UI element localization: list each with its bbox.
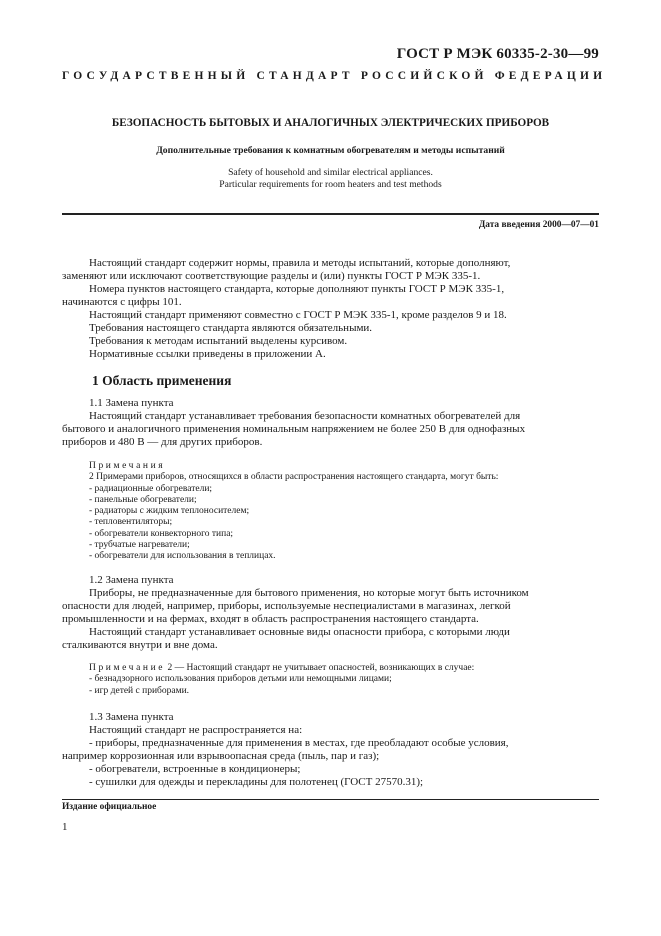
note-block-1 (89, 461, 599, 563)
clause-1-2 (62, 574, 599, 652)
introduction-date: Дата введения 2000—07—01 (478, 220, 599, 230)
clause-1-2-line5: сталкиваются внутри и вне дома. (62, 639, 218, 651)
note-1-item: - радиационные обогреватели; (89, 483, 213, 494)
clause-1-1 (62, 397, 599, 449)
intro-p6: Нормативные ссылки приведены в приложении А. (89, 348, 326, 360)
clause-1-3-line5: - сушилки для одежды и перекладины для полотенец (ГОСТ 27570.31); (89, 776, 424, 788)
note-block-2 (89, 663, 599, 697)
clause-1-3-line2: - приборы, предназначенные для применения в местах, где преобладают особые условия, (89, 737, 509, 749)
clause-1-1-line1: Настоящий стандарт устанавливает требования безопасности комнатных обогревателей для (89, 410, 521, 422)
intro-p3: Настоящий стандарт применяют совместно с ГОСТ Р МЭК 335-1, кроме разделов 9 и 18. (89, 309, 507, 321)
note-1-item: - радиаторы с жидким теплоносителем; (89, 506, 250, 517)
note-1-item: - панельные обогреватели; (89, 494, 197, 505)
clause-1-2-line3: промышленности и на фермах, входят в область распространения настоящего стандарта. (62, 613, 479, 625)
header-rule (62, 213, 599, 215)
note-2-label: Примечание (89, 663, 166, 673)
state-standard-line: ГОСУДАРСТВЕННЫЙ СТАНДАРТ РОССИЙСКОЙ ФЕДЕРАЦИИ (62, 70, 607, 82)
intro-p5: Требования к методам испытаний выделены курсивом. (89, 335, 348, 347)
note-2-item: - безнадзорного использования приборов детьми или немощными лицами; (89, 674, 392, 685)
clause-1-3 (62, 711, 599, 789)
page-number: 1 (62, 821, 68, 833)
intro-p2-line1: Номера пунктов настоящего стандарта, которые дополняют пункты ГОСТ Р МЭК 335-1, (89, 283, 505, 295)
intro-p2-line2: начинаются с цифры 101. (62, 296, 182, 308)
document-title: БЕЗОПАСНОСТЬ БЫТОВЫХ И АНАЛОГИЧНЫХ ЭЛЕКТРИЧЕСКИХ ПРИБОРОВ (111, 117, 550, 129)
note-2-text: 2 — Настоящий стандарт не учитывает опасностей, возникающих в случае: (165, 663, 475, 673)
clause-1-3-heading: 1.3 Замена пункта (89, 711, 174, 723)
english-title-line-2: Particular requirements for room heaters and test methods (219, 178, 442, 190)
note-1-label: Примечания (89, 461, 166, 471)
clause-1-1-heading: 1.1 Замена пункта (89, 397, 174, 409)
clause-1-3-line3: например коррозионная или взрывоопасная среда (пыль, пар и газ); (62, 750, 380, 762)
note-1-intro: 2 Примерами приборов, относящихся в области распространения настоящего стандарта, могут быть: (89, 472, 499, 483)
note-1-item: - трубчатые нагреватели; (89, 540, 190, 551)
document-code: ГОСТ Р МЭК 60335-2-30—99 (396, 46, 599, 62)
intro-p4: Требования настоящего стандарта являются обязательными. (89, 322, 373, 334)
section-1-title: 1 Область применения (92, 373, 232, 388)
english-title (62, 167, 599, 190)
note-2-item: - игр детей с приборами. (89, 685, 190, 696)
clause-1-3-line4: - обогреватели, встроенные в кондиционеры; (89, 763, 301, 775)
note-1-item: - обогреватели для использования в теплицах. (89, 551, 276, 562)
footer-rule (62, 799, 599, 800)
clause-1-2-line1: Приборы, не предназначенные для бытового применения, но которые могут быть источником (89, 587, 529, 599)
official-edition-label: Издание официальное (62, 802, 157, 812)
note-2-line (89, 663, 599, 674)
clause-1-1-line2: бытового и аналогичного применения номинальным напряжением не более 250 В для однофазных (62, 423, 526, 435)
note-1-item: - обогреватели конвекторного типа; (89, 528, 234, 539)
clause-1-2-heading: 1.2 Замена пункта (89, 574, 174, 586)
clause-1-2-line4: Настоящий стандарт устанавливает основные виды опасности прибора, с которыми люди (89, 626, 510, 638)
english-title-line-1: Safety of household and similar electrical appliances. (228, 167, 433, 178)
clause-1-2-line2: опасности для людей, например, приборы, используемые неспециалистами в магазинах, легкой (62, 600, 511, 612)
note-1-item: - тепловентиляторы; (89, 517, 173, 528)
document-subtitle: Дополнительные требования к комнатным обогревателям и методы испытаний (156, 145, 505, 156)
clause-1-3-line1: Настоящий стандарт не распространяется на: (89, 724, 303, 736)
intro-p1-line1: Настоящий стандарт содержит нормы, правила и методы испытаний, которые дополняют, (89, 257, 511, 269)
intro-p1-line2: заменяют или исключают соответствующие разделы и (или) пункты ГОСТ Р МЭК 335-1. (62, 270, 481, 282)
clause-1-1-line3: приборов и 480 В — для других приборов. (62, 436, 263, 448)
intro-block (62, 257, 599, 361)
